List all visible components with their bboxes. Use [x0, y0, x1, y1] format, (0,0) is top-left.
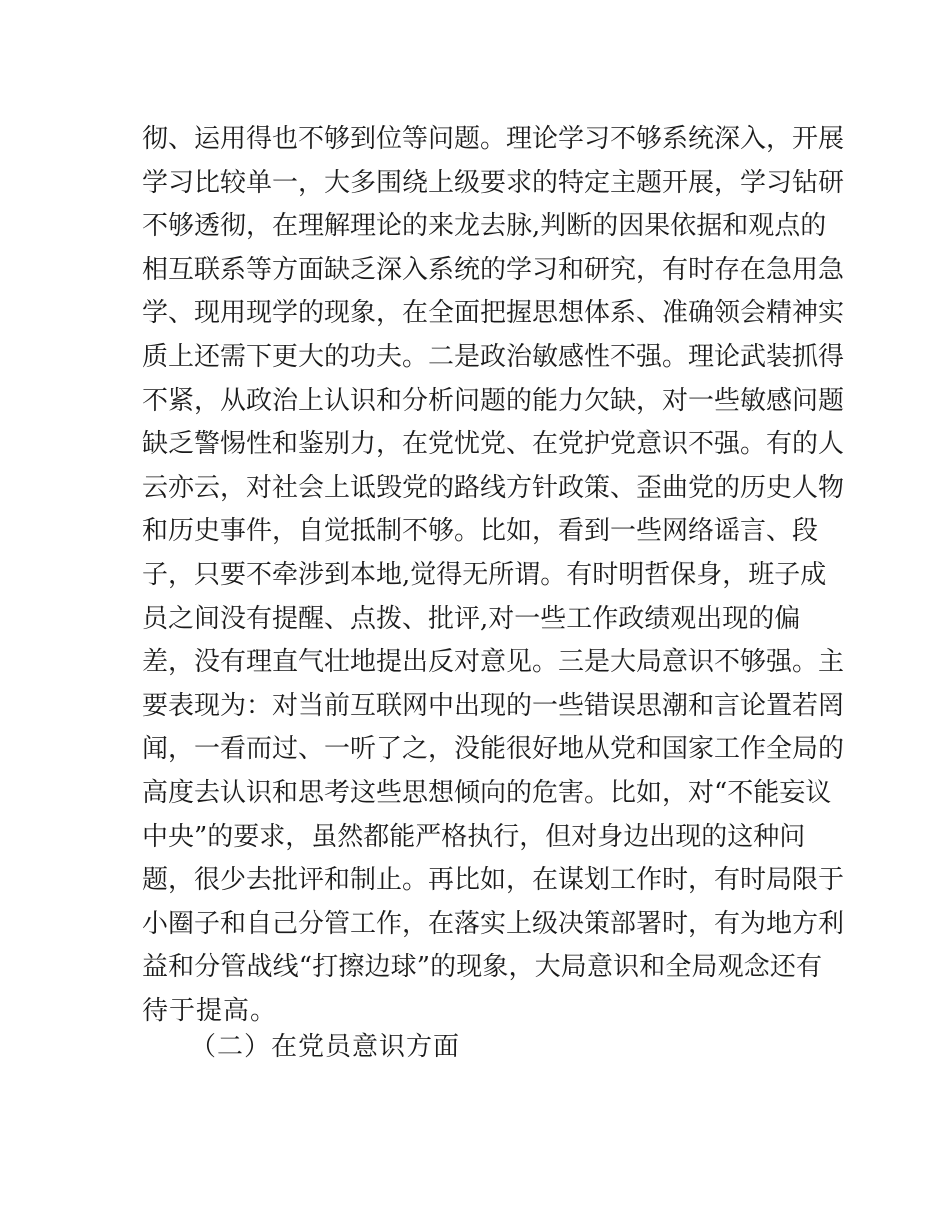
paragraph-line: 云亦云，对社会上诋毁党的路线方针政策、歪曲党的历史人物	[142, 472, 845, 503]
paragraph-line: 彻、运用得也不够到位等问题。理论学习不够系统深入，开展	[142, 124, 845, 154]
paragraph-line: 学、现用现学的现象，在全面把握思想体系、准确领会精神实	[142, 298, 845, 329]
paragraph-line: 益和分管战线“打擦边球”的现象，大局意识和全局观念还有	[142, 952, 822, 983]
paragraph-line: 不够透彻，在理解理论的来龙去脉,判断的因果依据和观点的	[142, 211, 827, 242]
paragraph-line: 高度去认识和思考这些思想倾向的危害。比如，对“不能妄议	[142, 777, 832, 808]
section-heading: （二）在党员意识方面	[190, 1032, 461, 1062]
paragraph-line: 不紧，从政治上认识和分析问题的能力欠缺，对一些敏感问题	[142, 385, 845, 416]
paragraph-line: 要表现为：对当前互联网中出现的一些错误思潮和言论置若罔	[142, 690, 845, 721]
paragraph-line: 题，很少去批评和制止。再比如，在谋划工作时，有时局限于	[142, 865, 845, 896]
paragraph-line: 相互联系等方面缺乏深入系统的学习和研究，有时存在急用急	[142, 254, 845, 285]
paragraph-line: 子，只要不牵涉到本地,觉得无所谓。有时明哲保身，班子成	[142, 559, 827, 590]
body-paragraph	[142, 118, 845, 1033]
paragraph-line: 学习比较单一，大多围绕上级要求的特定主题开展，学习钻研	[142, 167, 845, 198]
paragraph-line: 待于提高。	[142, 995, 278, 1026]
paragraph-line: 缺乏警惕性和鉴别力，在党忧党、在党护党意识不强。有的人	[142, 429, 845, 460]
paragraph-line: 差，没有理直气壮地提出反对意见。三是大局意识不够强。主	[142, 647, 845, 678]
paragraph-line: 员之间没有提醒、点拨、批评,对一些工作政绩观出现的偏	[142, 603, 801, 634]
paragraph-line: 中央”的要求，虽然都能严格执行，但对身边出现的这种问	[142, 821, 806, 852]
paragraph-line: 和历史事件，自觉抵制不够。比如，看到一些网络谣言、段	[142, 516, 819, 547]
paragraph-line: 小圈子和自己分管工作，在落实上级决策部署时，有为地方利	[142, 908, 845, 939]
paragraph-line: 闻，一看而过、一听了之，没能很好地从党和国家工作全局的	[142, 734, 845, 765]
paragraph-line: 质上还需下更大的功夫。二是政治敏感性不强。理论武装抓得	[142, 341, 845, 372]
